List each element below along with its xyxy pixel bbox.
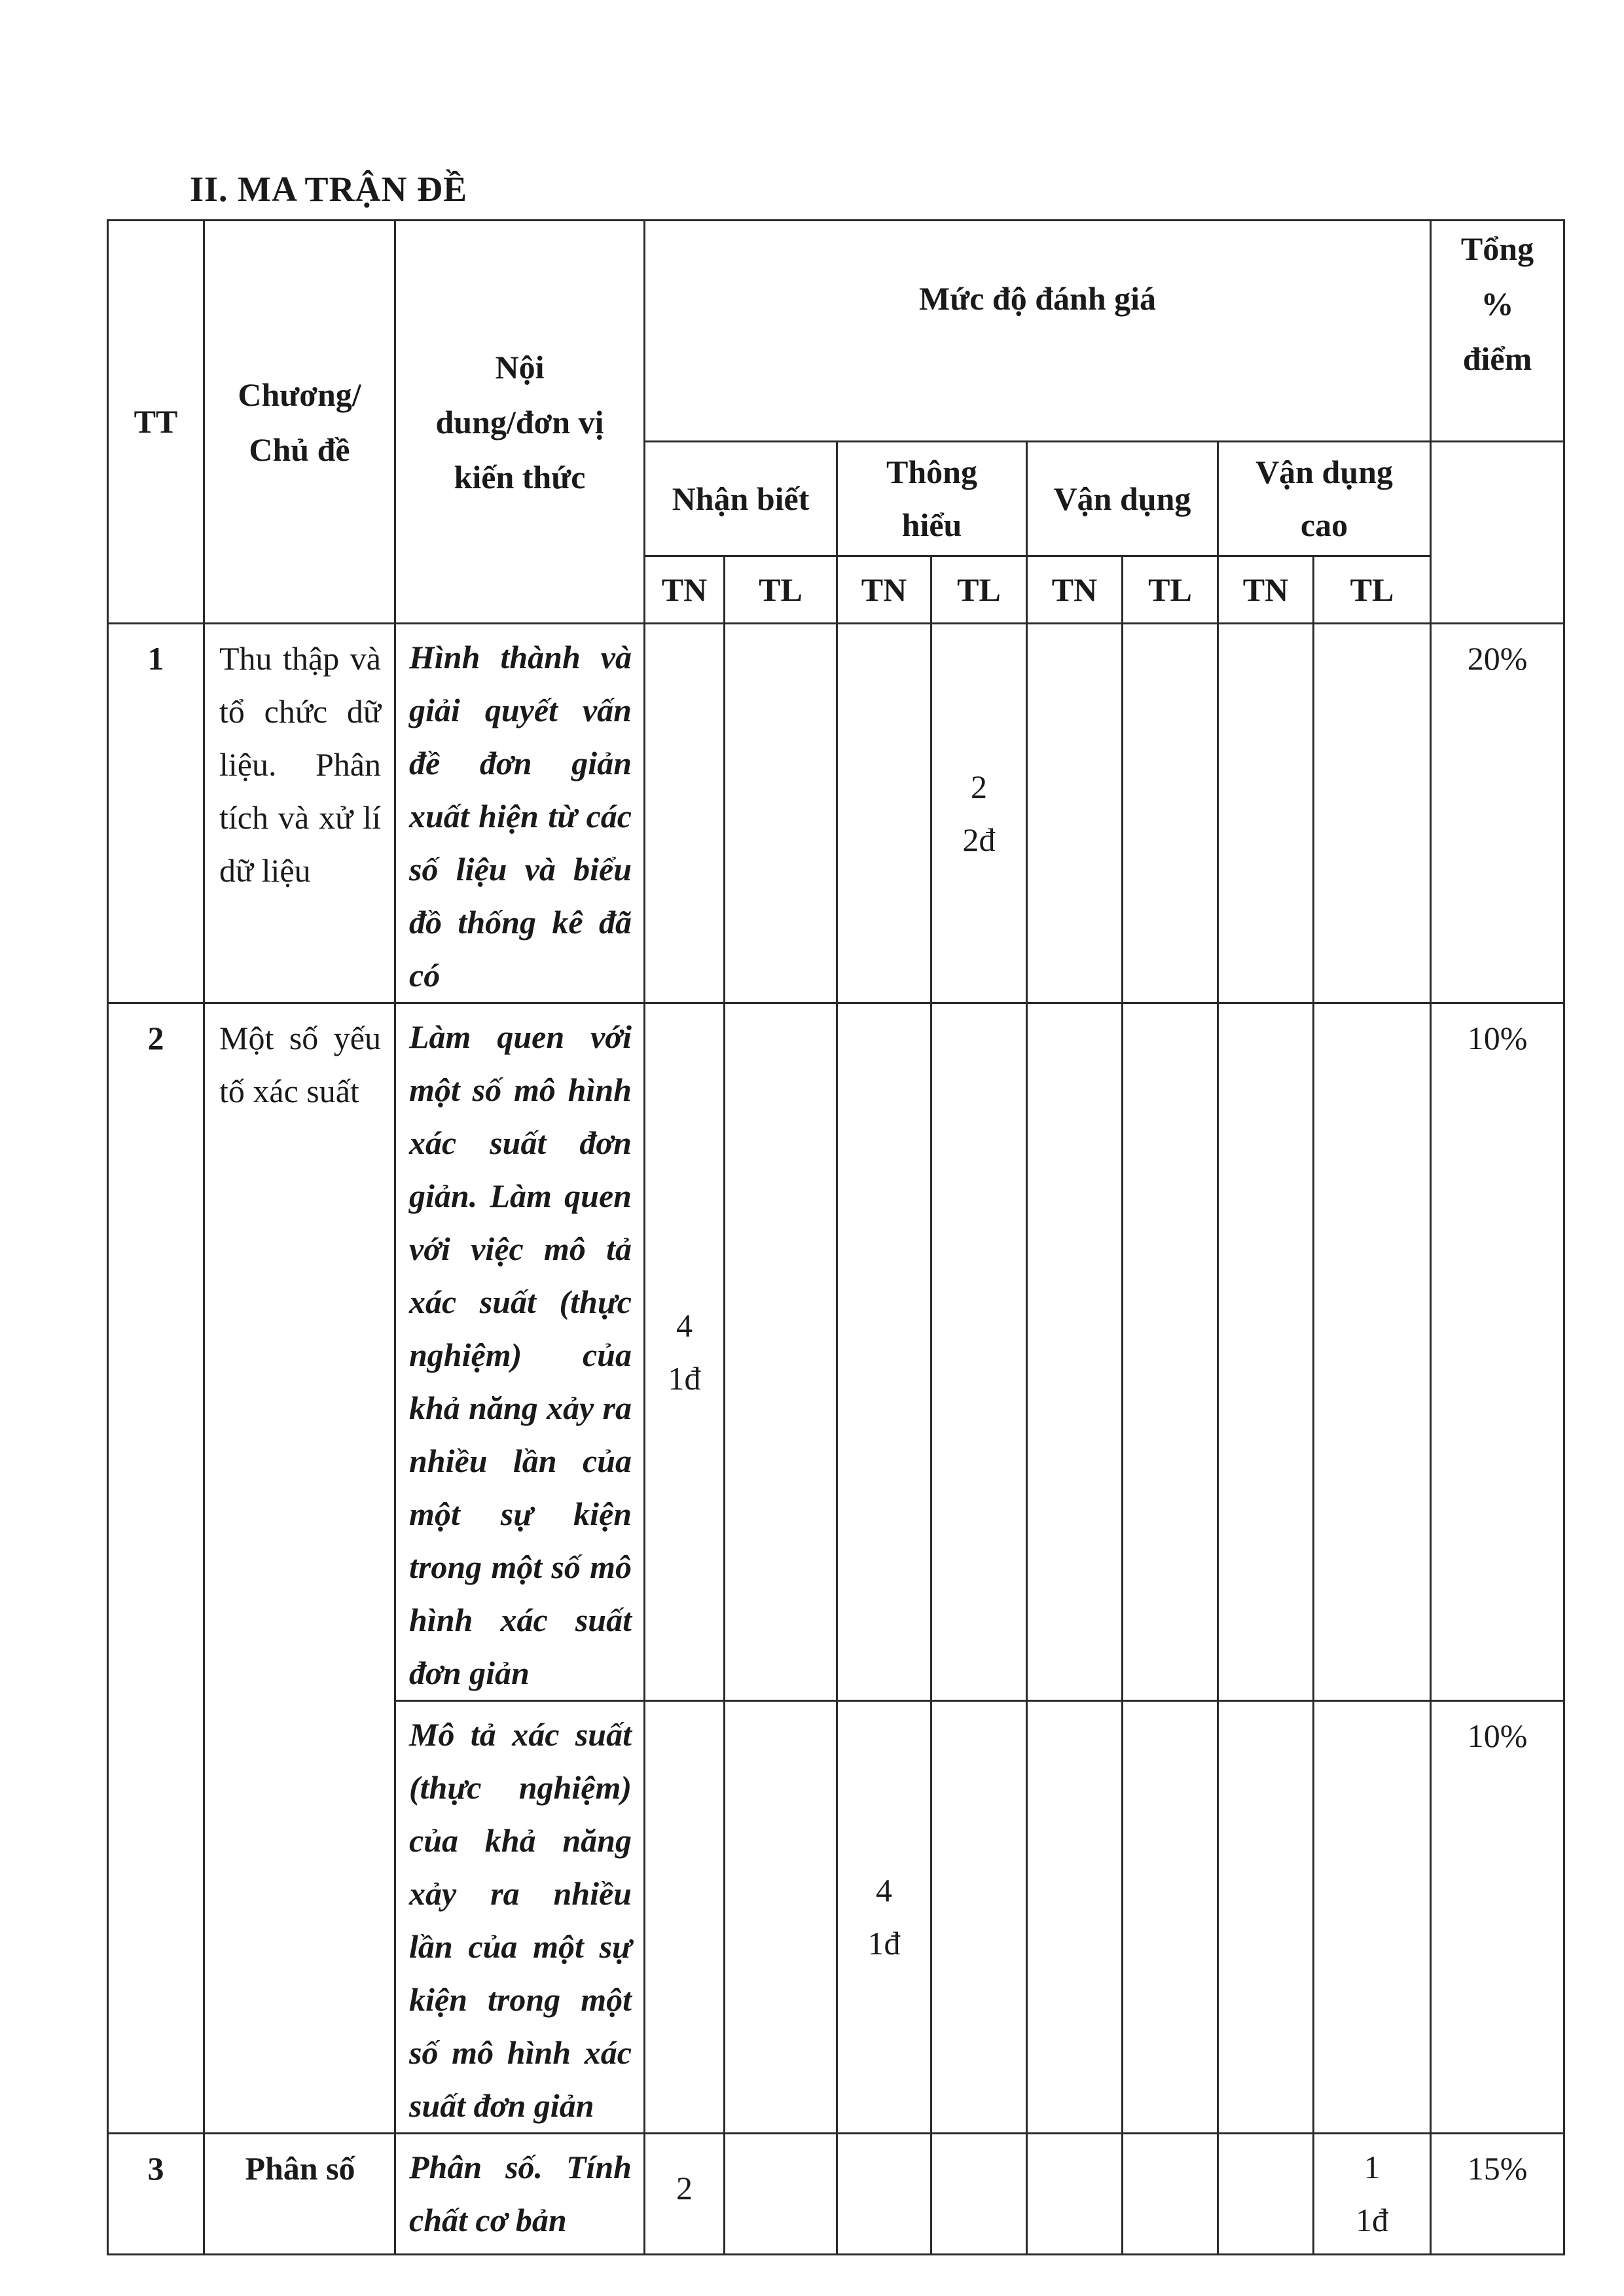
level-comprehension: Thông hiểu bbox=[837, 442, 1027, 556]
cell-empty bbox=[1123, 1701, 1218, 2134]
cell-recognition-tn: 2 bbox=[645, 2134, 725, 2255]
row-number: 3 bbox=[108, 2134, 204, 2255]
header-tt: TT bbox=[108, 221, 204, 624]
cell-empty bbox=[725, 1701, 837, 2134]
cell-empty bbox=[1123, 624, 1218, 1003]
table-row bbox=[108, 1003, 1564, 1701]
cell-empty bbox=[1218, 1701, 1314, 2134]
cell-empty bbox=[837, 624, 931, 1003]
sub-tl-comprehension: TL bbox=[931, 556, 1027, 624]
cell-empty bbox=[931, 1003, 1027, 1701]
level-high-application: Vận dụng cao bbox=[1218, 442, 1431, 556]
cell-empty bbox=[1314, 624, 1431, 1003]
section-heading: II. MA TRẬN ĐỀ bbox=[190, 170, 468, 209]
row-total-percent: 10% bbox=[1431, 1701, 1564, 2134]
cell-empty bbox=[1027, 624, 1123, 1003]
table-row bbox=[108, 2134, 1564, 2255]
cell-empty bbox=[1218, 624, 1314, 1003]
cell-high-application-tl: 1 1đ bbox=[1314, 2134, 1431, 2255]
cell-empty bbox=[837, 1003, 931, 1701]
cell-comprehension-tl: 2 2đ bbox=[931, 624, 1027, 1003]
cell-empty bbox=[1218, 1003, 1314, 1701]
row-total-percent: 10% bbox=[1431, 1003, 1564, 1701]
cell-empty bbox=[1027, 1003, 1123, 1701]
cell-empty bbox=[725, 2134, 837, 2255]
row-number: 1 bbox=[108, 624, 204, 1003]
row-content: Làm quen với một số mô hình xác suất đơn giản. Làm quen với việc mô tả xác suất (thực nghiệm) của khả năng xảy ra nhiều lần của một sự kiện trong một số mô hình xác suất đơn giản bbox=[395, 1003, 645, 1701]
cell-empty bbox=[931, 2134, 1027, 2255]
level-application: Vận dụng bbox=[1027, 442, 1218, 556]
sub-tn-recognition: TN bbox=[645, 556, 725, 624]
cell-comprehension-tn: 4 1đ bbox=[837, 1701, 931, 2134]
cell-empty bbox=[931, 1701, 1027, 2134]
row-content: Mô tả xác suất (thực nghiệm) của khả năng xảy ra nhiều lần của một sự kiện trong một số mô hình xác suất đơn giản bbox=[395, 1701, 645, 2134]
cell-empty bbox=[1314, 1003, 1431, 1701]
row-topic: Thu thập và tổ chức dữ liệu. Phân tích và xử lí dữ liệu bbox=[204, 624, 395, 1003]
cell-empty bbox=[1123, 1003, 1218, 1701]
sub-tl-high-application: TL bbox=[1314, 556, 1431, 624]
row-total-percent: 15% bbox=[1431, 2134, 1564, 2255]
cell-empty bbox=[645, 1701, 725, 2134]
header-content-unit: Nội dung/đơn vị kiến thức bbox=[395, 221, 645, 624]
cell-empty bbox=[1027, 1701, 1123, 2134]
sub-tn-high-application: TN bbox=[1218, 556, 1314, 624]
header-total-spacer bbox=[1431, 442, 1564, 624]
header-chapter: Chương/ Chủ đề bbox=[204, 221, 395, 624]
header-assessment-level: Mức độ đánh giá bbox=[645, 221, 1431, 442]
row-topic: Một số yếu tố xác suất bbox=[204, 1003, 395, 2134]
sub-tn-comprehension: TN bbox=[837, 556, 931, 624]
cell-empty bbox=[725, 624, 837, 1003]
level-recognition: Nhận biết bbox=[645, 442, 837, 556]
cell-empty bbox=[725, 1003, 837, 1701]
row-topic: Phân số bbox=[204, 2134, 395, 2255]
sub-tn-application: TN bbox=[1027, 556, 1123, 624]
assessment-matrix-table bbox=[107, 219, 1565, 2255]
header-total-percent: Tổng % điểm bbox=[1431, 221, 1564, 442]
sub-tl-recognition: TL bbox=[725, 556, 837, 624]
cell-empty bbox=[837, 2134, 931, 2255]
row-content: Phân số. Tính chất cơ bản bbox=[395, 2134, 645, 2255]
row-number: 2 bbox=[108, 1003, 204, 2134]
cell-empty bbox=[1218, 2134, 1314, 2255]
table-row bbox=[108, 624, 1564, 1003]
cell-empty bbox=[645, 624, 725, 1003]
cell-empty bbox=[1123, 2134, 1218, 2255]
cell-empty bbox=[1027, 2134, 1123, 2255]
cell-empty bbox=[1314, 1701, 1431, 2134]
sub-tl-application: TL bbox=[1123, 556, 1218, 624]
row-content: Hình thành và giải quyết vấn đề đơn giản xuất hiện từ các số liệu và biểu đồ thống kê đã có bbox=[395, 624, 645, 1003]
row-total-percent: 20% bbox=[1431, 624, 1564, 1003]
cell-recognition-tn: 4 1đ bbox=[645, 1003, 725, 1701]
